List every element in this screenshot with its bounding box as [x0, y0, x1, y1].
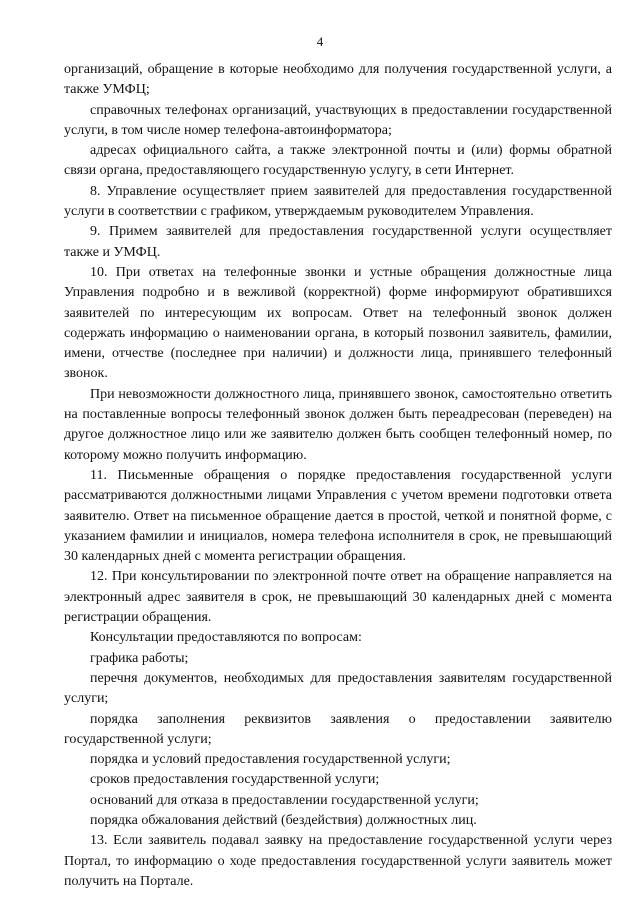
paragraph-call-redirect: При невозможности должностного лица, принявшего звонок, самостоятельно ответить на поставленные вопросы телефонный звонок должен быть переадресован (переведен) на другое должностное лицо или же заявителю должен быть сообщен телефонный номер, по которому можно получить информацию. [64, 386, 612, 463]
paragraph-item-13: 13. Если заявитель подавал заявку на предоставление государственной услуги через Портал, то информацию о ходе предоставления государственной услуги заявитель может получить на Портале. [64, 833, 612, 889]
list-item-refusal-grounds: оснований для отказа в предоставлении государственной услуги; [90, 792, 479, 808]
paragraph-consultation-topics: Консультации предоставляются по вопросам: [90, 630, 362, 646]
list-item-work-schedule: графика работы; [90, 650, 189, 666]
paragraph-item-8: 8. Управление осуществляет прием заявителей для предоставления государственной услуги в соответствии с графиком, утверждаемым руководителем Управления. [64, 183, 612, 220]
list-item-application-details: порядка заполнения реквизитов заявления о предоставлении заявителю государственной услуги; [64, 711, 612, 747]
paragraph-reference-phones: справочных телефонах организаций, участвующих в предоставлении государственной услуги, в том числе номер телефона-автоинформатора; [64, 102, 612, 138]
list-item-service-deadlines: сроков предоставления государственной услуги; [90, 772, 380, 788]
paragraph-item-9: 9. Примем заявителей для предоставления государственной услуги осуществляет также и УМФЦ. [64, 224, 612, 260]
list-item-documents: перечня документов, необходимых для предоставления заявителям государственной услуги; [64, 670, 612, 707]
paragraph-item-11: 11. Письменные обращения о порядке предоставления государственной услуги рассматриваются должностными лицами Управления с учетом времени подготовки ответа заявителю. Ответ на письменное обращение дается в простой, четкой и понятной форме, с указанием фамилии и инициалов, номера телефона исполнителя в срок, не превышающий 30 календарных дней с момента регистрации обращения. [64, 467, 612, 565]
page-number: 4 [316, 34, 324, 49]
paragraph-item-10: 10. При ответах на телефонные звонки и устные обращения должностные лица Управления подробно и в вежливой (корректной) форме информируют обратившихся заявителей по интересующим их вопросам. Ответ на телефонный звонок должен содержать информацию о наименовании органа, в который позвонил заявитель, фамилии, имени, отчестве (последнее при наличии) и должности лица, принявшего телефонный звонок. [64, 264, 612, 382]
paragraph-item-12: 12. При консультировании по электронной почте ответ на обращение направляется на электронный адрес заявителя в срок, не превышающий 30 календарных дней с момента регистрации обращения. [64, 569, 612, 626]
list-item-appeal-procedure: порядка обжалования действий (бездействия) должностных лиц. [90, 812, 477, 828]
document-body [64, 60, 612, 892]
paragraph-organizations-continued: организаций, обращение в которые необходимо для получения государственной услуги, а также УМФЦ; [64, 62, 612, 98]
paragraph-website-addresses: адресах официального сайта, а также электронной почты и (или) формы обратной связи органа, предоставляющего государственную услугу, в сети Интернет. [64, 143, 612, 179]
list-item-procedure-conditions: порядка и условий предоставления государственной услуги; [90, 752, 451, 768]
